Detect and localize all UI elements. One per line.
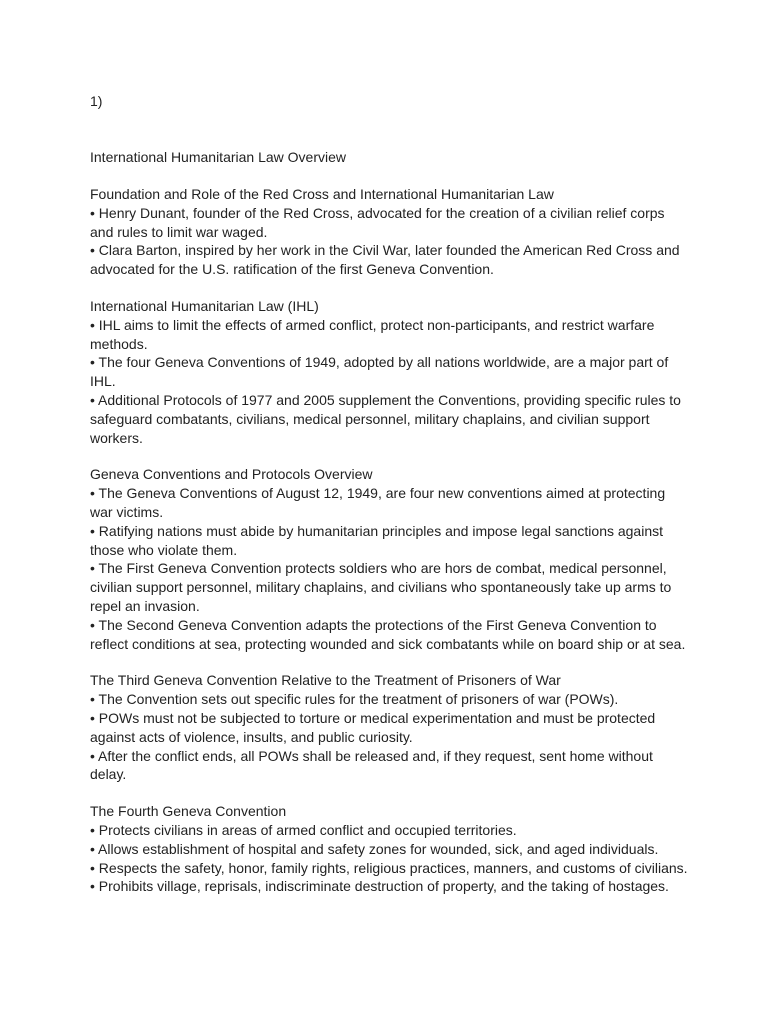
section-heading: The Third Geneva Convention Relative to the Treatment of Prisoners of War [90, 672, 561, 689]
bullet-item [90, 316, 690, 354]
document-title: International Humanitarian Law Overview [90, 149, 347, 165]
bullet-item [90, 840, 690, 859]
document-body [90, 148, 690, 896]
bullet-text: Additional Protocols of 1977 and 2005 supplement the Conventions, providing specific rules to safeguard combatants, civilians, medical personnel, military chaplains, and civilian support workers. [90, 391, 681, 446]
bullet-text: The four Geneva Conventions of 1949, adopted by all nations worldwide, are a major part of IHL. [90, 354, 669, 390]
item-number: 1) [90, 93, 103, 109]
bullet-item [90, 522, 690, 560]
bullet-text: The Convention sets out specific rules for the treatment of prisoners of war (POWs). [98, 691, 619, 708]
section-ihl [90, 297, 690, 447]
bullet-marker: • [90, 354, 95, 371]
section-fourth-convention [90, 802, 690, 896]
bullet-text: POWs must not be subjected to torture or medical experimentation and must be protected against acts of violence, insults, and public curiosity. [90, 709, 656, 745]
bullet-item [90, 859, 690, 878]
section-heading: International Humanitarian Law (IHL) [90, 297, 319, 314]
bullet-text: Allows establishment of hospital and safety zones for wounded, sick, and aged individuals. [98, 840, 659, 857]
bullet-item [90, 241, 690, 279]
bullet-item [90, 204, 690, 242]
bullet-marker: • [90, 204, 95, 221]
bullet-marker: • [90, 522, 95, 539]
bullet-marker: • [90, 878, 95, 895]
bullet-text: After the conflict ends, all POWs shall be released and, if they request, sent home without delay. [90, 747, 653, 783]
bullet-marker: • [90, 616, 95, 633]
section-heading: Foundation and Role of the Red Cross and International Humanitarian Law [90, 186, 554, 202]
bullet-marker: • [90, 485, 95, 502]
bullet-text: The Second Geneva Convention adapts the protections of the First Geneva Convention to reflect conditions at sea, protecting wounded and sick combatants while on board ship or at sea. [90, 616, 686, 652]
bullet-item [90, 353, 690, 391]
bullet-marker: • [90, 316, 95, 333]
bullet-text: Protects civilians in areas of armed conflict and occupied territories. [98, 821, 517, 838]
bullet-marker: • [90, 391, 95, 408]
bullet-text: Ratifying nations must abide by humanitarian principles and impose legal sanctions against those who violate them. [90, 522, 664, 558]
bullet-text: Henry Dunant, founder of the Red Cross, advocated for the creation of a civilian relief corps and rules to limit war waged. [90, 204, 665, 240]
bullet-item [90, 484, 690, 522]
bullet-item [90, 709, 690, 747]
bullet-item [90, 747, 690, 785]
bullet-text: Clara Barton, inspired by her work in the Civil War, later founded the American Red Cross and advocated for the U.S. ratification of the first Geneva Convention. [90, 242, 680, 278]
section-red-cross [90, 185, 690, 279]
bullet-text: The Geneva Conventions of August 12, 1949, are four new conventions aimed at protecting war victims. [90, 485, 666, 520]
bullet-item [90, 616, 690, 654]
bullet-marker: • [90, 859, 95, 876]
section-heading: Geneva Conventions and Protocols Overview [90, 466, 373, 483]
bullet-marker: • [90, 560, 95, 577]
bullet-text: Prohibits village, reprisals, indiscriminate destruction of property, and the taking of hostages. [98, 878, 669, 895]
bullet-text: Respects the safety, honor, family rights, religious practices, manners, and customs of civilians. [98, 859, 688, 876]
bullet-marker: • [90, 691, 95, 708]
section-third-convention [90, 671, 690, 784]
section-heading: The Fourth Geneva Convention [90, 803, 287, 820]
bullet-marker: • [90, 840, 95, 857]
bullet-item [90, 821, 690, 840]
bullet-marker: • [90, 242, 95, 259]
bullet-item [90, 877, 690, 896]
bullet-item [90, 391, 690, 447]
bullet-marker: • [90, 709, 95, 726]
bullet-marker: • [90, 821, 95, 838]
bullet-item [90, 690, 690, 709]
bullet-item [90, 559, 690, 615]
bullet-marker: • [90, 747, 95, 764]
bullet-text: IHL aims to limit the effects of armed conflict, protect non-participants, and restrict warfare methods. [90, 316, 655, 352]
section-geneva-overview [90, 465, 690, 653]
bullet-text: The First Geneva Convention protects soldiers who are hors de combat, medical personnel, civilian support personnel, military chaplains, and civilians who spontaneously take up arms to repel an invasion. [90, 560, 672, 614]
